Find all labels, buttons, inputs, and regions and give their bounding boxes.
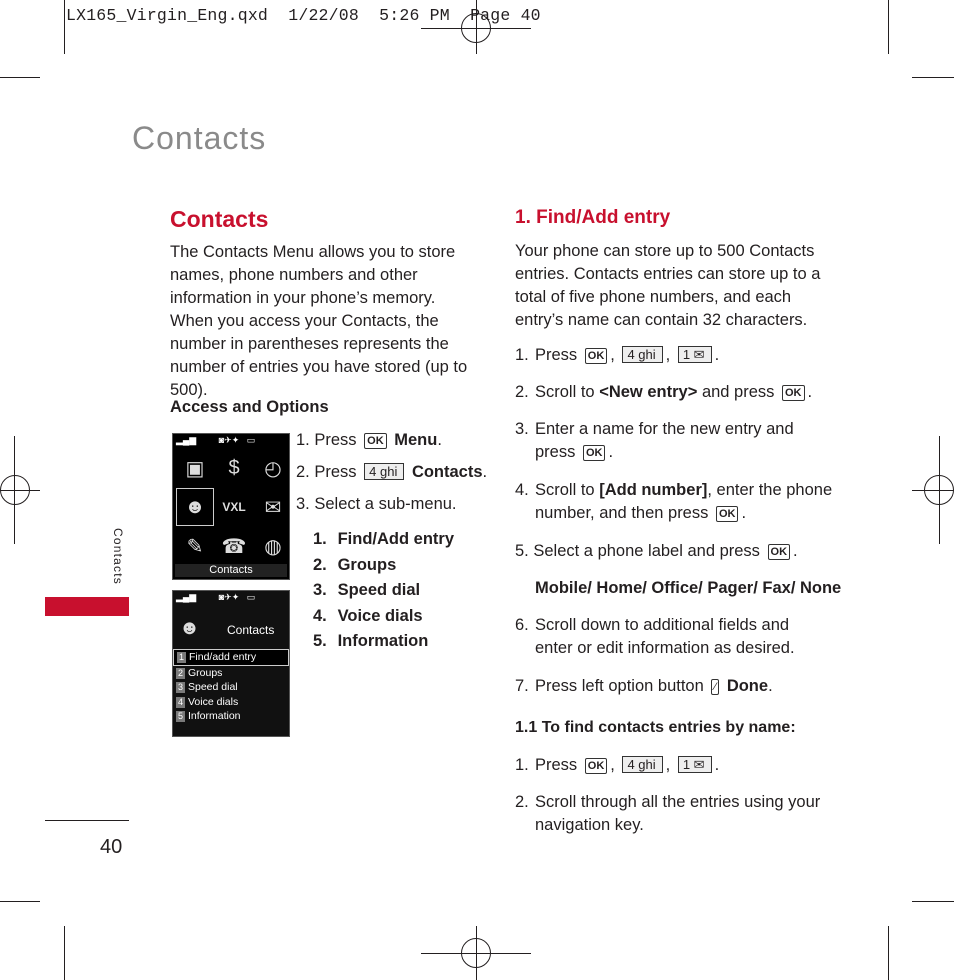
- ok-key-icon: OK: [585, 758, 608, 774]
- step-additional-fields: 6. Scroll down to additional fields and enter or edit information as desired.: [515, 616, 795, 657]
- phone-contacts-screen: [172, 590, 290, 737]
- step-press-keys-find: 1. Press OK , 4 ghi , 1 ✉ .: [515, 756, 720, 774]
- clock-icon: ◴: [264, 457, 282, 480]
- ok-key-icon: OK: [782, 385, 805, 401]
- phone-menu-item: 5 Information: [177, 710, 241, 722]
- dollar-icon: $: [228, 456, 240, 479]
- four-key-icon: 4 ghi: [622, 756, 662, 773]
- step-scroll-entries: 2. Scroll through all the entries using your navigation key.: [515, 793, 821, 834]
- find-add-heading: 1. Find/Add entry: [515, 207, 671, 228]
- phone-menu-item: 4 Voice dials: [177, 695, 239, 708]
- list-item: 5. Information: [313, 632, 429, 650]
- side-tab-bar: [45, 597, 129, 616]
- submenu-list: [313, 527, 454, 655]
- envelope-icon: ✉: [264, 496, 282, 519]
- step-press-keys: 1. Press OK , 4 ghi , 1 ✉ .: [515, 346, 720, 364]
- briefcase-icon: ▣: [185, 457, 205, 480]
- find-add-intro: Your phone can store up to 500 Contacts entries. Contacts entries can store up to a total of five phone numbers, and each entry’s name can contain 32 characters.: [515, 242, 821, 329]
- list-item: 3. Speed dial: [313, 581, 421, 599]
- step-select-submenu: 3. Select a sub-menu.: [296, 495, 457, 513]
- phone-menu-item: 1 Find/add entry: [173, 649, 289, 666]
- one-key-icon: 1 ✉: [678, 756, 712, 773]
- phone-screen-title: Contacts: [227, 623, 275, 637]
- section-heading: Contacts: [170, 206, 269, 232]
- phone-main-menu-screen: [172, 433, 290, 580]
- contacts-icon: ☻: [176, 488, 214, 526]
- step-select-label: 5. Select a phone label and press OK .: [515, 542, 798, 560]
- status-bar: ▂▄▆ ◙✈✦ ▭: [176, 592, 256, 602]
- list-item: 4. Voice dials: [313, 606, 423, 625]
- step-enter-name: 3. Enter a name for the new entry and press OK .: [515, 420, 794, 461]
- step-new-entry: 2. Scroll to <New entry> and press OK .: [515, 383, 813, 401]
- phone-label-options: Mobile/ Home/ Office/ Pager/ Fax/ None: [535, 579, 842, 597]
- step-press-contacts: 2. Press 4 ghi Contacts.: [296, 463, 488, 481]
- find-by-name-heading: 1.1 To find contacts entries by name:: [515, 719, 796, 736]
- globe-icon: ◍: [264, 535, 282, 558]
- ok-key-icon: OK: [583, 445, 606, 461]
- list-item: 1. Find/Add entry: [313, 530, 455, 548]
- phone-transfer-icon: ☎: [221, 535, 247, 558]
- ok-key-icon: OK: [364, 433, 387, 449]
- ok-key-icon: OK: [768, 544, 791, 560]
- step-press-done: 7. Press left option button ⁄ Done.: [515, 677, 773, 695]
- step-press-menu: 1. Press OK Menu.: [296, 431, 442, 449]
- left-soft-key-icon: ⁄: [711, 679, 719, 695]
- four-key-icon: 4 ghi: [622, 346, 662, 363]
- four-key-icon: 4 ghi: [364, 463, 404, 480]
- divider: [45, 820, 129, 821]
- intro-paragraph: The Contacts Menu allows you to store names, phone numbers and other information in your phone’s memory. When you access your Contacts, the number in parentheses represents the number of entries you have stored (up to 500).: [170, 243, 468, 399]
- phone-menu-item: 3 Speed dial: [177, 681, 238, 693]
- access-options-heading: Access and Options: [170, 398, 329, 416]
- vxl-icon: VXL: [222, 500, 246, 514]
- phone-menu-item: 2 Groups: [177, 666, 223, 679]
- page-number: 40: [100, 836, 123, 858]
- contacts-icon: ☻: [179, 617, 201, 639]
- chapter-title: Contacts: [132, 120, 267, 156]
- wrench-icon: ✎: [186, 535, 204, 558]
- phone-caption: Contacts: [175, 564, 287, 577]
- list-item: 2. Groups: [313, 555, 397, 574]
- print-slug: LX165_Virgin_Eng.qxd 1/22/08 5:26 PM Page 40: [66, 6, 541, 25]
- ok-key-icon: OK: [716, 506, 739, 522]
- status-bar: ▂▄▆ ◙✈✦ ▭: [176, 435, 256, 445]
- side-tab-label: Contacts: [111, 528, 125, 585]
- one-key-icon: 1 ✉: [678, 346, 712, 363]
- step-add-number: 4. Scroll to [Add number], enter the phone number, and then press OK .: [515, 481, 833, 522]
- ok-key-icon: OK: [585, 348, 608, 364]
